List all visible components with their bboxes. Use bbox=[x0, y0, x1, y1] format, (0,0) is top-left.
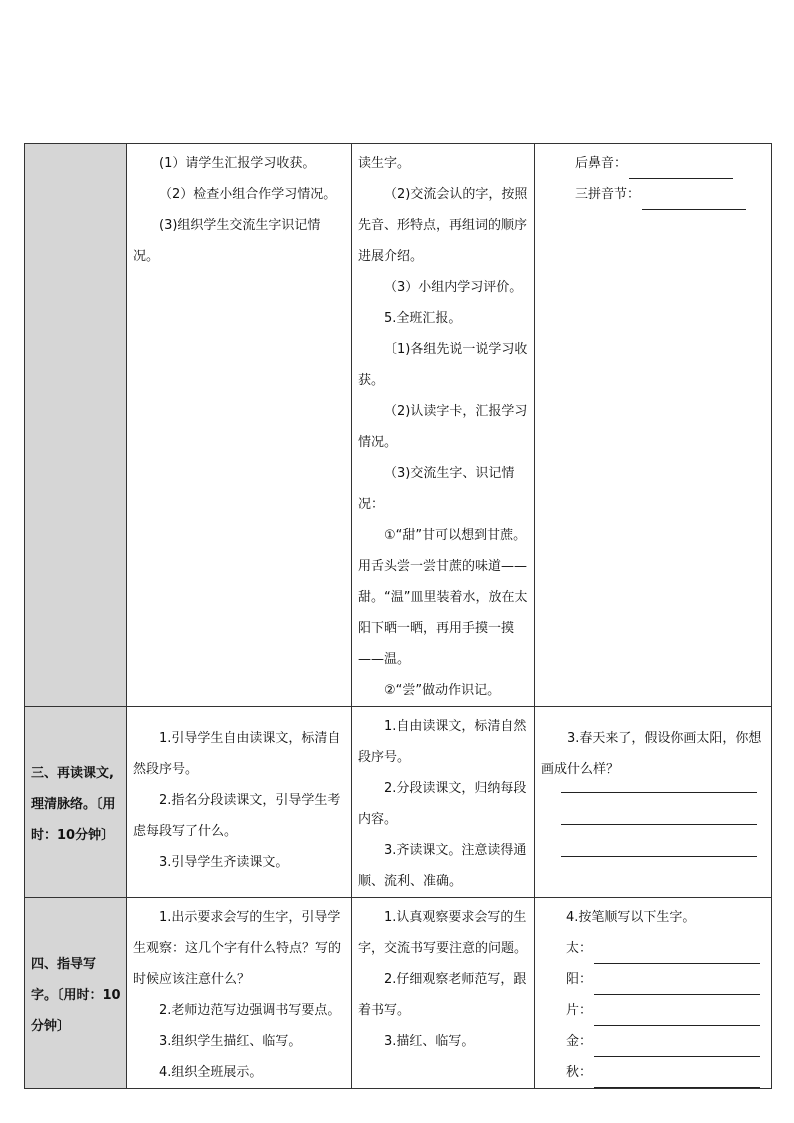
student-item: （3）小组内学习评价。 bbox=[384, 280, 523, 295]
teacher-activity-cell bbox=[127, 144, 352, 707]
answer-line[interactable] bbox=[594, 1042, 760, 1057]
student-item: 3.齐读课文。注意读得通顺、流利、准确。 bbox=[358, 843, 527, 889]
answer-row bbox=[575, 179, 765, 210]
teacher-item: (1）请学生汇报学习收获。 bbox=[159, 156, 316, 171]
practice-cell bbox=[535, 144, 772, 707]
stage-cell bbox=[25, 898, 127, 1089]
practice-title: 4.按笔顺写以下生字。 bbox=[566, 910, 696, 925]
answer-row bbox=[566, 995, 765, 1026]
student-activity-cell bbox=[352, 707, 535, 898]
teacher-activity-cell bbox=[127, 707, 352, 898]
answer-line[interactable] bbox=[561, 823, 757, 825]
student-item: 1.认真观察要求会写的生字，交流书写要注意的问题。 bbox=[358, 910, 528, 956]
stage-title: 四、指导写字。〔用时：10分钟〕 bbox=[31, 956, 121, 1034]
char-label: 金： bbox=[566, 1034, 593, 1049]
lesson-plan-table bbox=[24, 143, 772, 1089]
teacher-item: 2.指名分段读课文，引导学生考虑每段写了什么。 bbox=[133, 793, 341, 839]
student-activity-cell bbox=[352, 898, 535, 1089]
student-item: ①“甜”甘可以想到甘蔗。用舌头尝一尝甘蔗的味道——甜。“温”皿里装着水，放在太阳下晒一晒，再用手摸一摸——温。 bbox=[358, 528, 528, 667]
answer-line[interactable] bbox=[629, 164, 733, 179]
answer-line[interactable] bbox=[594, 1011, 760, 1026]
answer-line[interactable] bbox=[594, 980, 760, 995]
teacher-item: （2）检查小组合作学习情况。 bbox=[159, 187, 337, 202]
stage-cell bbox=[25, 144, 127, 707]
teacher-item: 3.组织学生描红、临写。 bbox=[159, 1034, 302, 1049]
table-row bbox=[25, 898, 772, 1089]
table-row bbox=[25, 707, 772, 898]
teacher-item: 3.引导学生齐读课文。 bbox=[159, 855, 289, 870]
practice-label: 后鼻音： bbox=[575, 156, 628, 171]
answer-line[interactable] bbox=[594, 1073, 760, 1088]
teacher-item: 2.老师边范写边强调书写要点。 bbox=[159, 1003, 341, 1018]
student-item: 〔1)各组先说一说学习收获。 bbox=[358, 342, 528, 388]
student-activity-cell bbox=[352, 144, 535, 707]
student-item: 2.仔细观察老师范写，跟着书写。 bbox=[358, 972, 527, 1018]
answer-row bbox=[566, 964, 765, 995]
answer-row bbox=[575, 148, 765, 179]
teacher-item: 4.组织全班展示。 bbox=[159, 1065, 263, 1080]
table-row bbox=[25, 144, 772, 707]
answer-row bbox=[566, 933, 765, 964]
answer-line[interactable] bbox=[642, 195, 746, 210]
char-label: 阳： bbox=[566, 972, 593, 987]
stage-cell bbox=[25, 707, 127, 898]
student-item: ②“尝”做动作识记。 bbox=[384, 683, 501, 698]
student-item: （2)认读字卡，汇报学习情况。 bbox=[358, 404, 528, 450]
student-item: 3.描红、临写。 bbox=[384, 1034, 475, 1049]
teacher-item: (3)组织学生交流生字识记情况。 bbox=[133, 218, 321, 264]
student-item: （2)交流会认的字，按照先音、形特点，再组词的顺序进展介绍。 bbox=[358, 187, 528, 264]
practice-cell bbox=[535, 898, 772, 1089]
char-label: 太： bbox=[566, 941, 593, 956]
student-item: 1.自由读课文，标清自然段序号。 bbox=[358, 719, 527, 765]
teacher-item: 1.出示要求会写的生字，引导学生观察：这几个字有什么特点？写的时候应该注意什么？ bbox=[133, 910, 342, 987]
char-label: 秋： bbox=[566, 1065, 593, 1080]
student-item: 读生字。 bbox=[358, 156, 411, 171]
practice-cell bbox=[535, 707, 772, 898]
char-label: 片： bbox=[566, 1003, 593, 1018]
answer-line[interactable] bbox=[594, 949, 760, 964]
answer-row bbox=[566, 1057, 765, 1088]
student-item: （3)交流生字、识记情况： bbox=[358, 466, 515, 512]
teacher-item: 1.引导学生自由读课文，标清自然段序号。 bbox=[133, 731, 341, 777]
practice-label: 三拼音节： bbox=[575, 187, 641, 202]
student-item: 5.全班汇报。 bbox=[384, 311, 462, 326]
practice-question: 3.春天来了，假设你画太阳，你想画成什么样？ bbox=[541, 731, 762, 777]
student-item: 2.分段读课文，归纳每段内容。 bbox=[358, 781, 527, 827]
answer-line[interactable] bbox=[561, 791, 757, 793]
stage-title: 三、再读课文,理清脉络。〔用时：10分钟〕 bbox=[31, 765, 116, 843]
answer-line[interactable] bbox=[561, 855, 757, 857]
answer-row bbox=[566, 1026, 765, 1057]
teacher-activity-cell bbox=[127, 898, 352, 1089]
